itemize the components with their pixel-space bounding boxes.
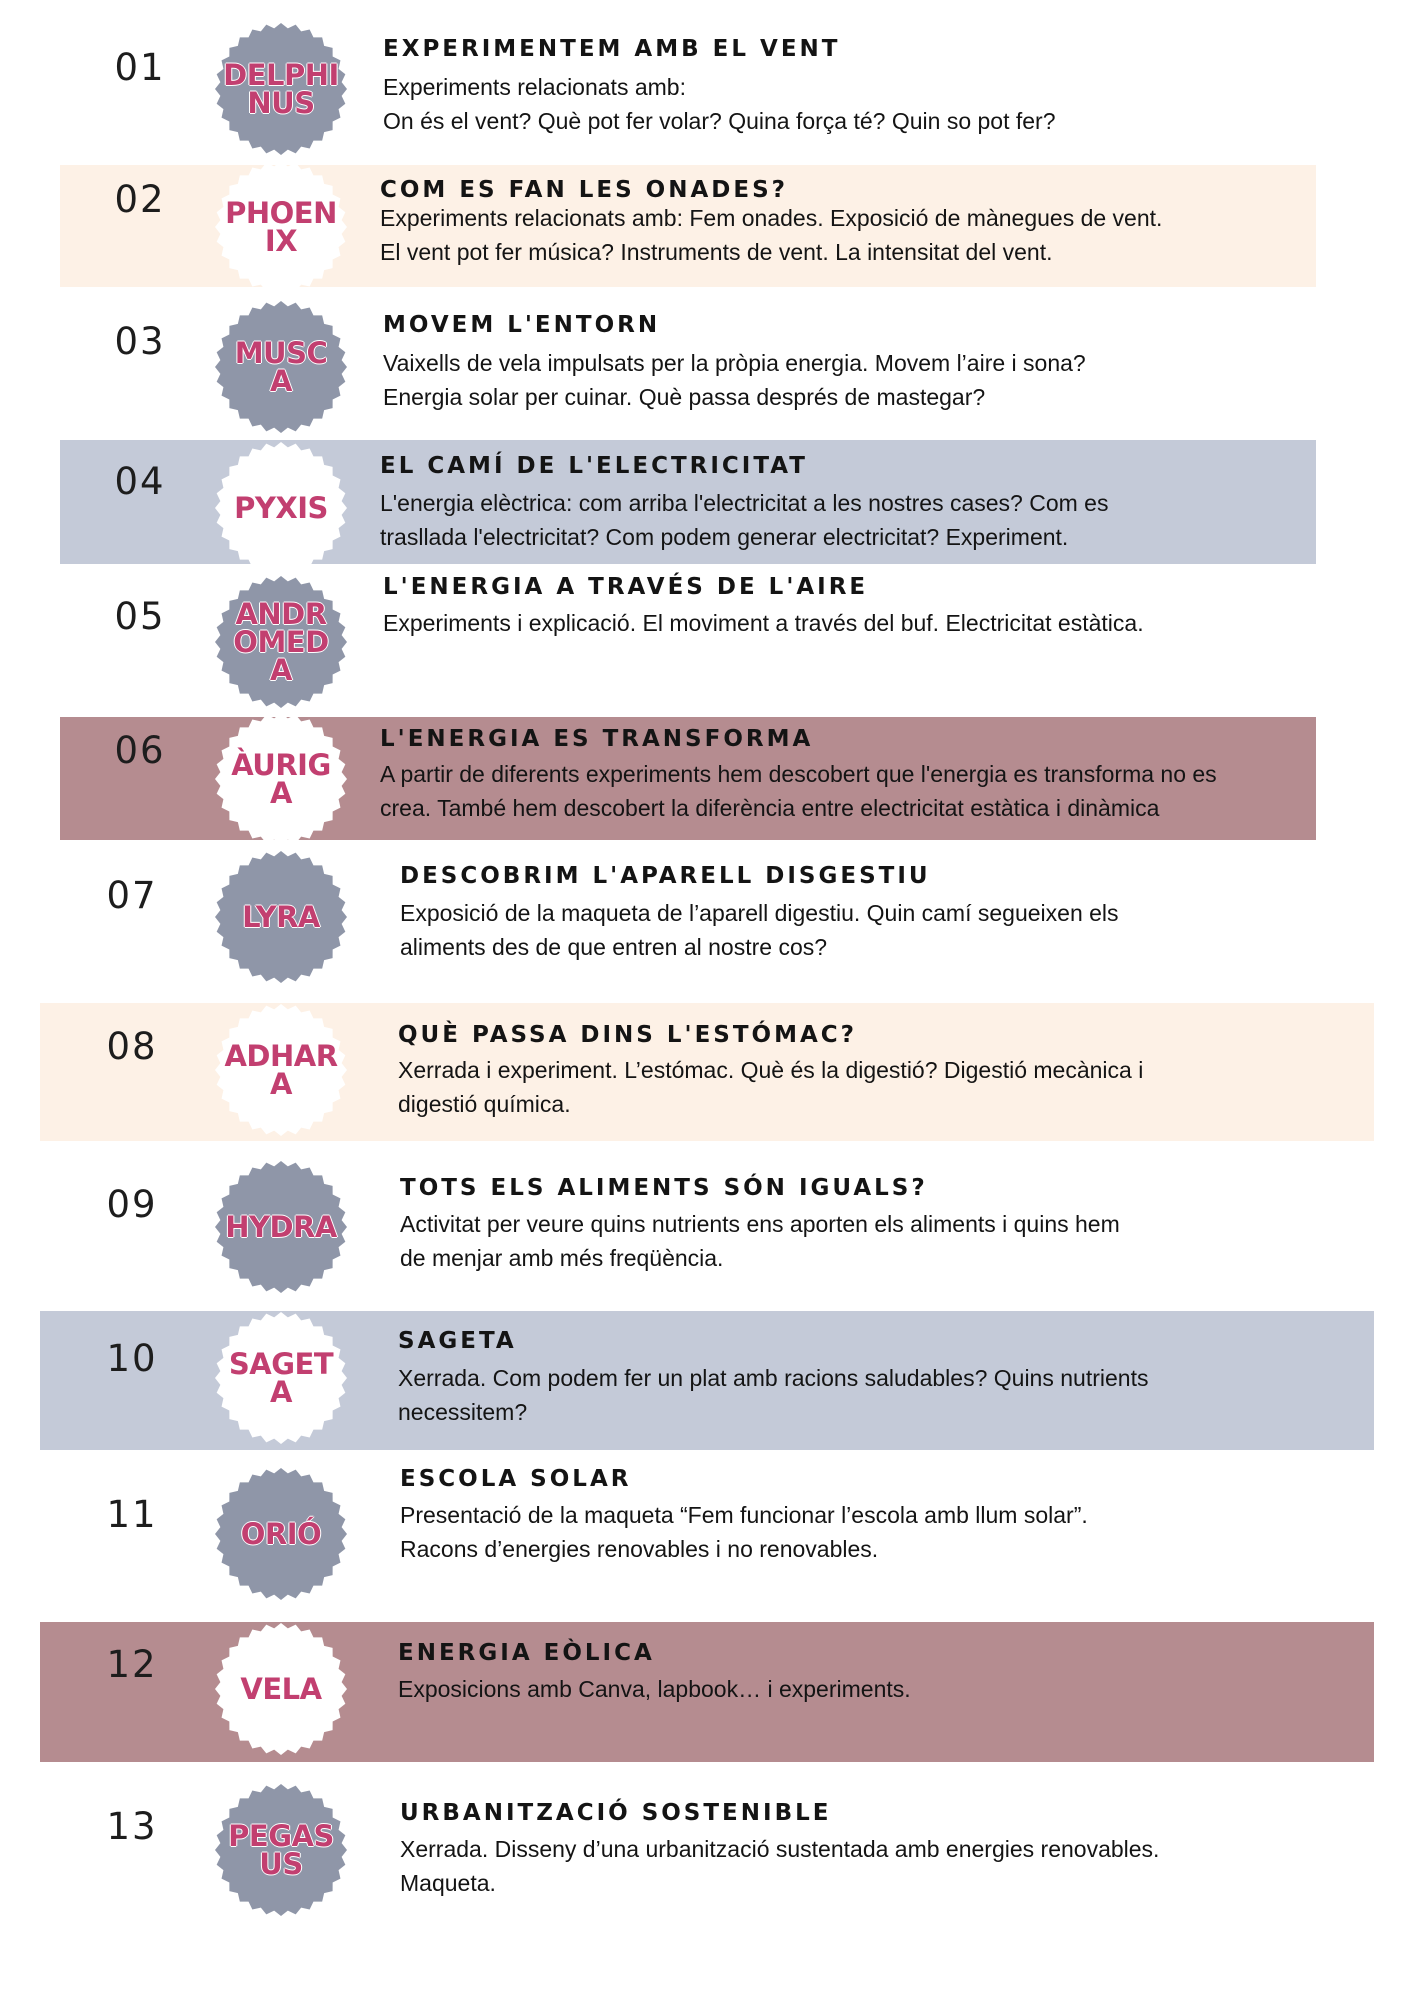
item-description: Activitat per veure quins nutrients ens aporten els aliments i quins hem de menjar amb més freqüència. (400, 1211, 1120, 1271)
item-description: Xerrada. Com podem fer un plat amb racions saludables? Quins nutrients necessitem? (398, 1365, 1149, 1425)
item-description: Exposició de la maqueta de l’aparell digestiu. Quin camí segueixen els aliments des de que entren al nostre cos? (400, 900, 1119, 960)
constellation-name: VELA (240, 1672, 322, 1706)
item-number: 03 (114, 320, 166, 363)
item-number: 05 (114, 595, 166, 638)
item-number: 07 (106, 874, 158, 917)
constellation-badge (214, 850, 348, 984)
constellation-badge (214, 1622, 348, 1756)
constellation-badge (214, 300, 348, 434)
item-description: Experiments i explicació. El moviment a través del buf. Electricitat estàtica. (383, 610, 1144, 636)
item-title: L'ENERGIA A TRAVÉS DE L'AIRE (383, 574, 869, 600)
constellation-name: ÀURIG A (231, 748, 331, 810)
item-title: QUÈ PASSA DINS L'ESTÓMAC? (398, 1022, 857, 1048)
item-description: Experiments relacionats amb: On és el vent? Què pot fer volar? Quina força té? Quin so pot fer? (383, 74, 1056, 134)
constellation-badge (214, 1160, 348, 1294)
constellation-badge (214, 1467, 348, 1601)
item-number: 09 (106, 1183, 158, 1226)
item-title: ESCOLA SOLAR (400, 1466, 632, 1492)
item-number: 01 (114, 46, 166, 89)
item-description: Presentació de la maqueta “Fem funcionar l’escola amb llum solar”. Racons d’energies renovables i no renovables. (400, 1502, 1088, 1562)
item-number: 10 (106, 1337, 158, 1380)
item-title: L'ENERGIA ES TRANSFORMA (380, 726, 814, 752)
constellation-badge (214, 22, 348, 156)
item-title: ENERGIA EÒLICA (398, 1640, 655, 1666)
item-title: EXPERIMENTEM AMB EL VENT (383, 36, 841, 62)
constellation-name: HYDRA (225, 1210, 337, 1244)
item-description: Exposicions amb Canva, lapbook… i experiments. (398, 1676, 911, 1702)
item-number: 06 (114, 729, 166, 772)
item-description: Vaixells de vela impulsats per la pròpia energia. Movem l’aire i sona? Energia solar per cuinar. Què passa després de mastegar? (383, 350, 1086, 410)
item-title: TOTS ELS ALIMENTS SÓN IGUALS? (400, 1175, 928, 1201)
item-number: 02 (114, 178, 166, 221)
constellation-badge (214, 441, 348, 575)
item-number: 08 (106, 1025, 158, 1068)
constellation-name: MUSC A (234, 336, 328, 398)
constellation-badge (214, 1003, 348, 1137)
item-description: A partir de diferents experiments hem descobert que l'energia es transforma no es crea. També hem descobert la diferència entre electricitat estàtica i dinàmica (380, 761, 1217, 821)
item-number: 13 (106, 1805, 158, 1848)
constellation-name: PHOEN IX (225, 196, 337, 258)
item-number: 11 (106, 1493, 158, 1536)
item-title: SAGETA (398, 1328, 517, 1354)
item-title: DESCOBRIM L'APARELL DISGESTIU (400, 863, 931, 889)
constellation-badge (214, 160, 348, 294)
item-description: Experiments relacionats amb: Fem onades. Exposició de mànegues de vent. El vent pot fer música? Instruments de vent. La intensitat del vent. (380, 205, 1163, 265)
item-title: COM ES FAN LES ONADES? (380, 177, 788, 203)
constellation-name: PYXIS (234, 491, 328, 525)
constellation-name: DELPHI NUS (223, 58, 339, 120)
constellation-badge (214, 1311, 348, 1445)
constellation-badge (214, 575, 348, 709)
constellation-name: SAGET A (228, 1347, 334, 1409)
constellation-badge (214, 1783, 348, 1917)
constellation-name: ANDR OMED A (233, 597, 329, 687)
constellation-badge (214, 712, 348, 846)
item-number: 12 (106, 1643, 158, 1686)
item-title: URBANITZACIÓ SOSTENIBLE (400, 1800, 832, 1826)
item-description: Xerrada i experiment. L’estómac. Què és la digestió? Digestió mecànica i digestió química. (398, 1057, 1144, 1117)
item-number: 04 (114, 460, 166, 503)
constellation-name: ADHAR A (224, 1039, 338, 1101)
constellation-name: LYRA (242, 900, 320, 934)
item-description: L'energia elèctrica: com arriba l'electricitat a les nostres cases? Com es trasllada l'electricitat? Com podem generar electricitat? Experiment. (380, 490, 1109, 550)
item-description: Xerrada. Disseny d’una urbanització sustentada amb energies renovables. Maqueta. (400, 1836, 1160, 1896)
item-title: MOVEM L'ENTORN (383, 312, 661, 338)
constellation-name: PEGAS US (228, 1819, 334, 1881)
item-title: EL CAMÍ DE L'ELECTRICITAT (380, 453, 808, 479)
constellation-name: ORIÓ (240, 1517, 322, 1551)
